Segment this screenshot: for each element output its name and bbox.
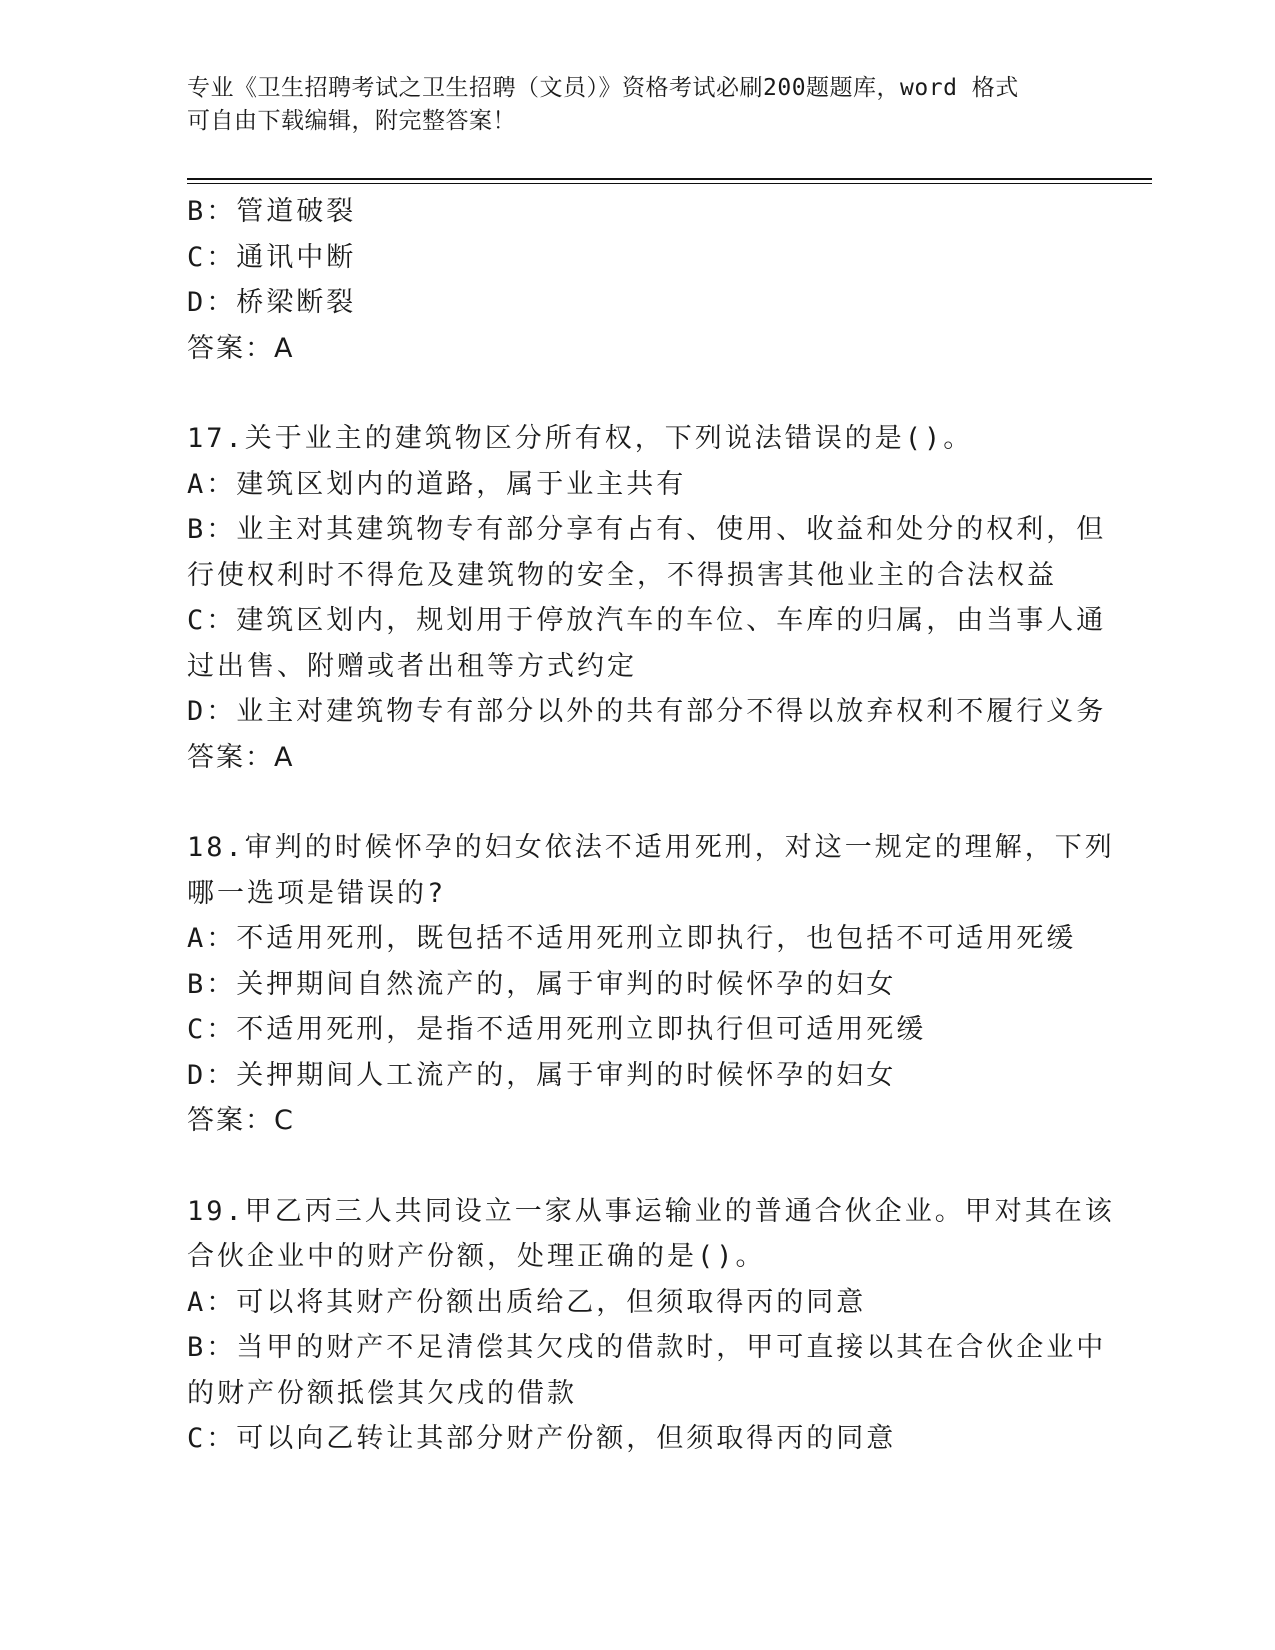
document-header — [187, 72, 1067, 138]
option-c-continued: 过出售、附赠或者出租等方式约定 — [187, 650, 637, 682]
option-d: D：关押期间人工流产的，属于审判的时候怀孕的妇女 — [187, 1059, 897, 1091]
option-d: D：业主对建筑物专有部分以外的共有部分不得以放弃权利不履行义务 — [187, 696, 1107, 727]
question-17 — [187, 416, 1107, 780]
question-stem-continued: 合伙企业中的财产份额，处理正确的是()。 — [187, 1241, 766, 1272]
option-b: B：当甲的财产不足清偿其欠戌的借款时，甲可直接以其在合伙企业中 — [187, 1332, 1107, 1363]
option-a: A：可以将其财产份额出质给乙，但须取得丙的同意 — [187, 1286, 867, 1318]
question-stem: 19.甲乙丙三人共同设立一家从事运输业的普通合伙企业。甲对其在该 — [187, 1195, 1115, 1227]
answer-line: 答案：A — [187, 741, 295, 773]
question-19 — [187, 1189, 1115, 1462]
header-divider-thick — [187, 178, 1152, 180]
option-b-continued: 的财产份额抵偿其欠戌的借款 — [187, 1377, 577, 1409]
question-content — [187, 189, 1115, 1462]
option-d: D：桥梁断裂 — [187, 287, 357, 318]
option-b: B：关押期间自然流产的，属于审判的时候怀孕的妇女 — [187, 968, 897, 1000]
option-c: C：通讯中断 — [187, 241, 357, 273]
option-a: A：建筑区划内的道路，属于业主共有 — [187, 468, 687, 500]
question-stem: 18.审判的时候怀孕的妇女依法不适用死刑，对这一规定的理解，下列 — [187, 832, 1115, 863]
option-c: C：不适用死刑，是指不适用死刑立即执行但可适用死缓 — [187, 1014, 927, 1045]
option-b: B：业主对其建筑物专有部分享有占有、使用、收益和处分的权利，但 — [187, 514, 1107, 545]
question-spacer — [187, 1144, 1087, 1189]
header-divider-thin — [187, 183, 1152, 184]
question-18 — [187, 825, 1115, 1144]
option-c: C：建筑区划内，规划用于停放汽车的车位、车库的归属，由当事人通 — [187, 605, 1107, 636]
question-16-continuation — [187, 189, 1087, 371]
question-spacer — [187, 371, 1087, 416]
option-b: B：管道破裂 — [187, 196, 357, 227]
option-c: C：可以向乙转让其部分财产份额，但须取得丙的同意 — [187, 1423, 897, 1454]
header-title-line-2: 可自由下载编辑，附完整答案！ — [187, 108, 516, 134]
option-b-continued: 行使权利时不得危及建筑物的安全，不得损害其他业主的合法权益 — [187, 559, 1057, 591]
answer-line: 答案：A — [187, 332, 295, 364]
question-spacer — [187, 780, 1087, 825]
question-stem-continued: 哪一选项是错误的? — [187, 877, 447, 909]
answer-line: 答案：C — [187, 1105, 295, 1136]
header-title-line-1: 专业《卫生招聘考试之卫生招聘（文员）》资格考试必刷200题题库，word 格式 — [187, 75, 1019, 101]
option-a: A：不适用死刑，既包括不适用死刑立即执行，也包括不可适用死缓 — [187, 923, 1077, 954]
question-stem: 17.关于业主的建筑物区分所有权，下列说法错误的是()。 — [187, 423, 974, 454]
